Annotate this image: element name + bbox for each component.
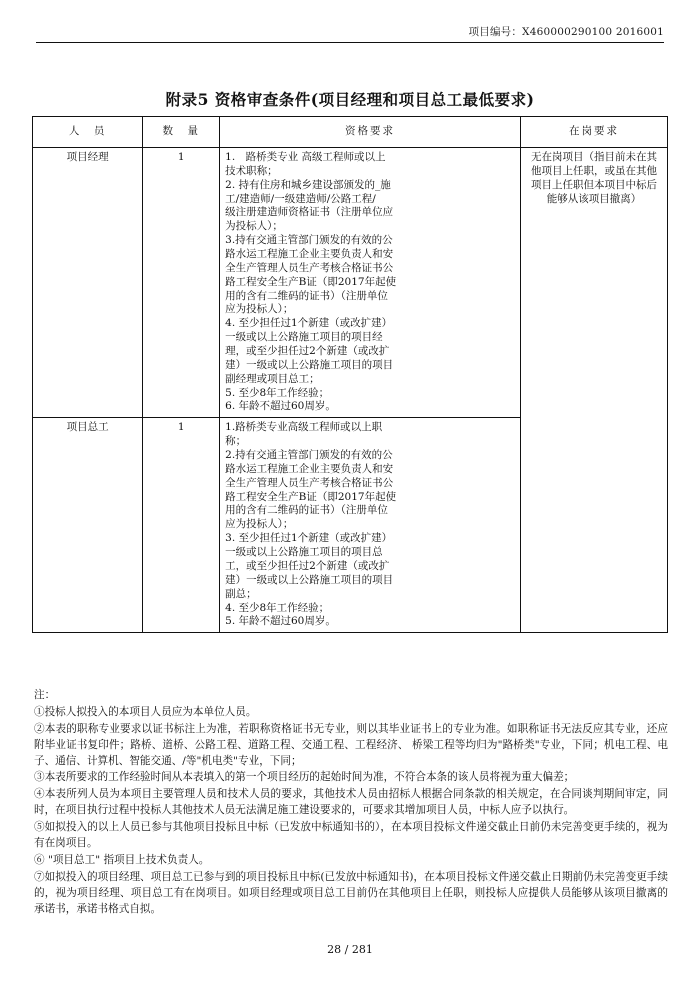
requirement-line: 建）一级或以上公路施工项目的项目 bbox=[225, 573, 394, 586]
requirement-line: 级注册建造师资格证书（注册单位应 bbox=[225, 206, 394, 219]
requirement-line: 工/建造师/一级建造师/公路工程/ bbox=[225, 192, 376, 205]
table-header-row bbox=[33, 117, 668, 148]
table-row bbox=[33, 148, 668, 418]
requirement-line: 5. 至少8年工作经验； bbox=[225, 386, 330, 399]
requirement-line: 称； bbox=[225, 435, 247, 448]
requirement-line: 技术职称； bbox=[225, 164, 278, 177]
project-number: 项目编号：X460000290100 2016001 bbox=[468, 26, 664, 38]
requirement-line: 路工程安全生产B证（即2017年起使 bbox=[225, 275, 397, 288]
page-title: 附录5 资格审查条件(项目经理和项目总工最低要求) bbox=[165, 90, 535, 109]
cell-duty: 无在岗项目（指目前未在其他项目上任职，或虽在其他项目上任职但本项目中标后能够从该项目撤离） bbox=[520, 148, 667, 633]
qualification-table bbox=[32, 116, 668, 633]
header-rule bbox=[36, 42, 664, 43]
requirement-line: 路水运工程施工企业主要负责人和安 bbox=[225, 462, 394, 475]
requirement-line: 一级或以上公路施工项目的项目总 bbox=[225, 546, 383, 559]
requirement-line: 为投标人）； bbox=[225, 220, 283, 233]
requirement-line: 6. 年龄不超过60周岁。 bbox=[225, 400, 336, 413]
column-header-person: 人 员 bbox=[33, 117, 143, 148]
note-item: ③本表所要求的工作经验时间从本表填入的第一个项目经历的起始时间为准，不符合本条的该人员将视为重大偏差； bbox=[34, 771, 575, 784]
cell-quantity: 1 bbox=[143, 418, 220, 633]
note-item: ④本表所列人员为本项目主要管理人员和技术人员的要求，其他技术人员由招标人根据合同条款的相关规定，在合同谈判期间审定，同时，在项目执行过程中投标人其他技术人员无法满足施工建设要求的，可要求其增加项目人员，中标人应予以执行。 bbox=[34, 788, 668, 817]
requirement-line: 1. 路桥类专业 高级工程师或以上 bbox=[225, 151, 386, 163]
requirement-line: 理，或至少担任过2个新建（或改扩 bbox=[225, 345, 390, 358]
note-item: ⑤如拟投入的以上人员已参与其他项目投标且中标（已发放中标通知书的），在本项目投标文件递交截止日前仍未完善变更手续的，视为有在岗项目。 bbox=[34, 821, 668, 850]
requirement-line: 3. 至少担任过1个新建（或改扩建） bbox=[225, 532, 393, 545]
requirement-line: 路水运工程施工企业主要负责人和安 bbox=[225, 248, 394, 261]
requirement-line: 2.持有交通主管部门颁发的有效的公 bbox=[225, 449, 393, 462]
cell-quantity: 1 bbox=[143, 148, 220, 418]
cell-requirements bbox=[220, 418, 521, 633]
requirement-line: 一级或以上公路施工项目的项目经 bbox=[225, 331, 383, 344]
requirement-line: 全生产管理人员生产考核合格证书公 bbox=[225, 261, 394, 274]
requirement-line: 路工程安全生产B证（即2017年起使 bbox=[225, 490, 397, 503]
notes-list bbox=[34, 705, 668, 918]
note-item: ②本表的职称专业要求以证书标注上为准，若职称资格证书无专业，则以其毕业证书上的专业为准。如职称证书无法反应其专业，还应附毕业证书复印件；路桥、道桥、公路工程、道路工程、交通工程、工程经济、 桥梁工程等均归为"路桥类"专业，下同；机电工程、电子、通信、计算机、智能交通、/等"机电类"专业，下同； bbox=[34, 722, 668, 767]
requirement-line: 用的含有二维码的证书）（注册单位 bbox=[225, 504, 388, 517]
requirement-line: 副总； bbox=[225, 587, 257, 600]
requirement-line: 4. 至少担任过1个新建（或改扩建） bbox=[225, 317, 393, 330]
note-item: ⑥ "项目总工" 指项目上技术负责人。 bbox=[34, 853, 210, 866]
requirement-line: 4. 至少8年工作经验； bbox=[225, 601, 330, 614]
column-header-quantity: 数 量 bbox=[143, 117, 220, 148]
requirement-line: 用的含有二维码的证书）（注册单位 bbox=[225, 289, 388, 302]
requirement-line: 2. 持有住房和城乡建设部颁发的_施 bbox=[225, 178, 391, 191]
notes-section bbox=[34, 688, 668, 918]
requirement-line: 1.路桥类专业高级工程师或以上职 bbox=[225, 421, 383, 434]
requirement-line: 工，或至少担任过2个新建（或改扩 bbox=[225, 559, 390, 572]
requirement-line: 3.持有交通主管部门颁发的有效的公 bbox=[225, 234, 393, 247]
requirement-line: 全生产管理人员生产考核合格证书公 bbox=[225, 476, 394, 489]
requirement-line: 5. 年龄不超过60周岁。 bbox=[225, 615, 336, 628]
note-item: ⑦如拟投入的项目经理、项目总工已参与到的项目投标且中标(已发放中标通知书)，在本项目投标文件递交截止日期前仍未完善变更手续的，视为项目经理、项目总工有在岗项目。如项目经理或项目总工目前仍在其他项目上任职，则投标人应提供人员能够从该项目撤离的承诺书，承诺书格式自拟。 bbox=[34, 870, 668, 915]
requirement-line: 副经理或项目总工； bbox=[225, 372, 320, 385]
column-header-duty: 在岗要求 bbox=[520, 117, 667, 148]
notes-heading: 注： bbox=[34, 689, 56, 701]
cell-person: 项目总工 bbox=[33, 418, 143, 633]
column-header-requirements: 资格要求 bbox=[220, 117, 521, 148]
requirement-line: 应为投标人）； bbox=[225, 518, 294, 531]
note-item: ①投标人拟投入的本项目人员应为本单位人员。 bbox=[34, 705, 257, 718]
page-number: 28 / 281 bbox=[327, 943, 373, 956]
requirement-line: 建）一级或以上公路施工项目的项目 bbox=[225, 358, 394, 371]
cell-requirements bbox=[220, 148, 521, 418]
cell-person: 项目经理 bbox=[33, 148, 143, 418]
requirement-line: 应为投标人）； bbox=[225, 303, 294, 316]
